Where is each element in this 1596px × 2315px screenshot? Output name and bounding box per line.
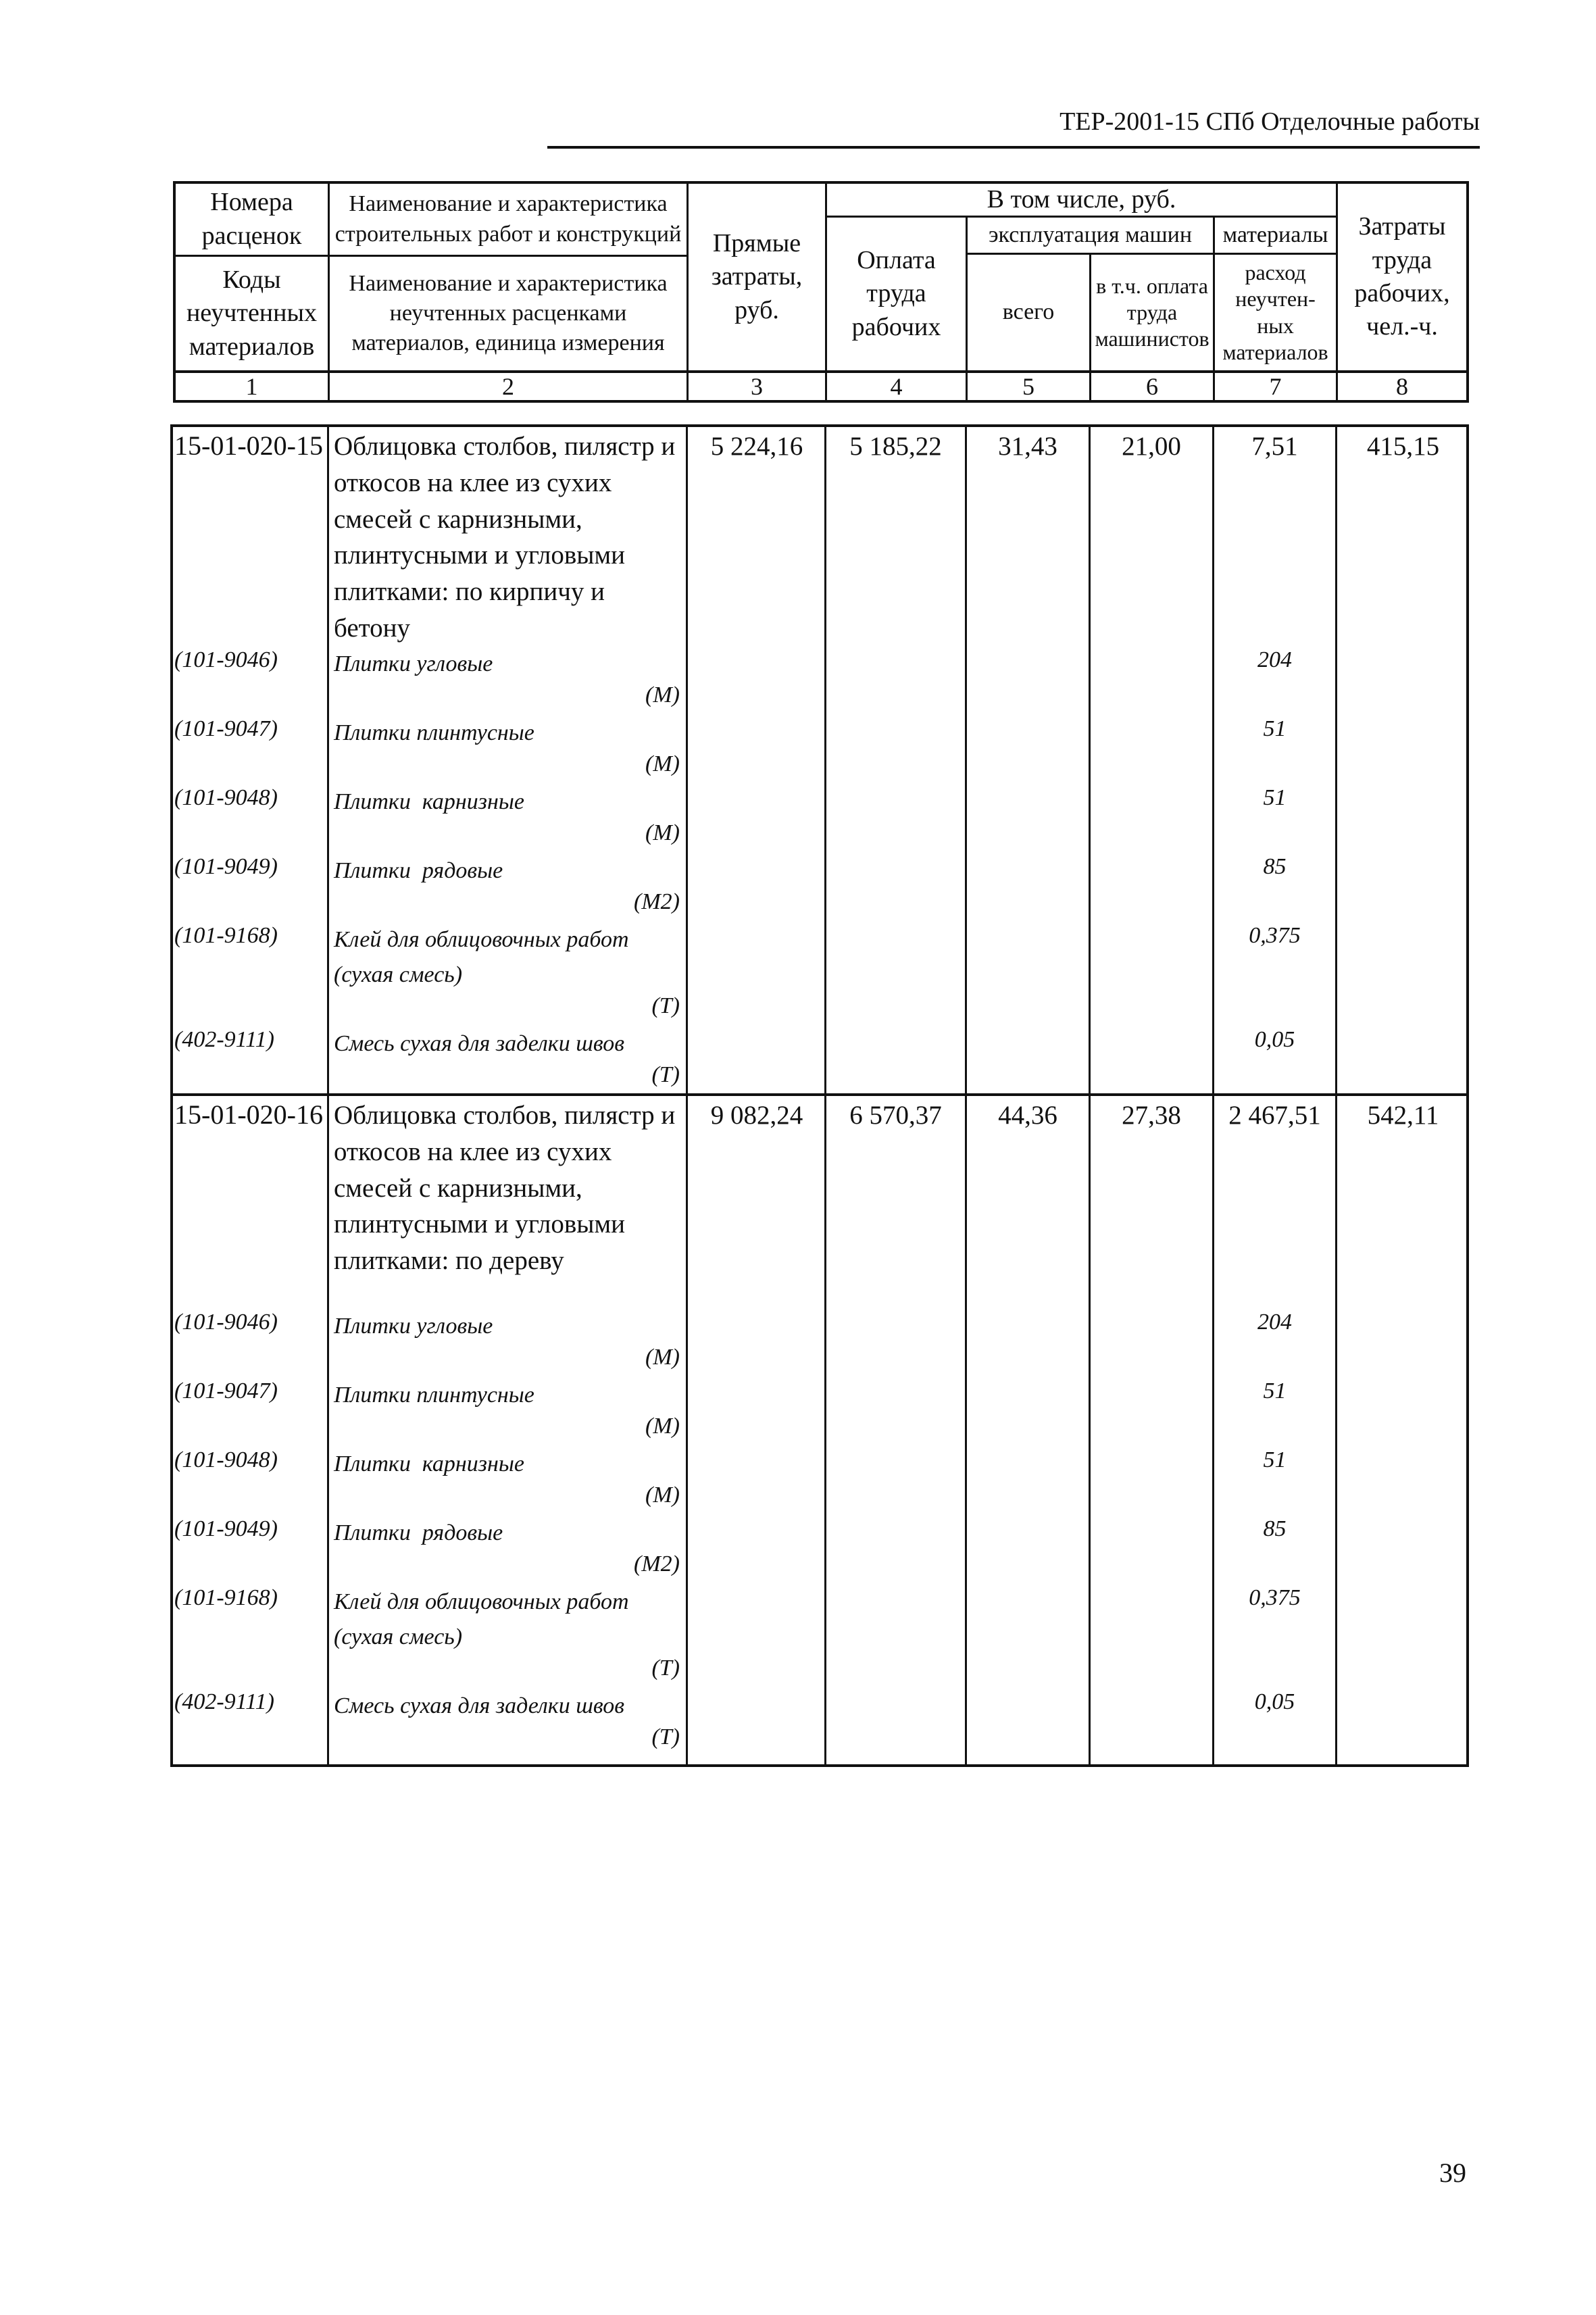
material-unit: (Т)	[651, 1656, 680, 1681]
table-body	[170, 424, 1469, 1767]
column-number-4: 4	[827, 373, 968, 400]
worker-pay: 5 185,22	[849, 432, 942, 461]
material-quantity: 0,375	[1249, 923, 1301, 948]
direct-costs: 5 224,16	[710, 432, 803, 461]
material-code: (101-9046)	[174, 1310, 278, 1335]
material-name-continued: (сухая смесь)	[334, 962, 463, 987]
header-worker-pay: Оплата труда рабочих	[827, 218, 968, 370]
material-quantity: 0,05	[1254, 1689, 1295, 1714]
material-quantity: 51	[1263, 785, 1287, 810]
material-name: Смесь сухая для заделки швов	[334, 1031, 624, 1056]
column-number-7: 7	[1215, 373, 1338, 400]
column-number-8: 8	[1396, 373, 1408, 400]
material-quantity: 204	[1257, 647, 1292, 672]
machinist-pay: 21,00	[1122, 432, 1181, 461]
material-name: Плитки плинтусные	[334, 720, 534, 745]
material-name: Клей для облицовочных работ	[334, 927, 629, 952]
material-quantity: 0,375	[1249, 1585, 1301, 1610]
column-number-3: 3	[689, 373, 827, 400]
material-quantity: 85	[1263, 854, 1287, 879]
materials-cost: 7,51	[1251, 432, 1298, 461]
header-labor-hours: Затраты труда рабочих, чел.-ч.	[1354, 212, 1450, 341]
materials-cost: 2 467,51	[1228, 1101, 1321, 1130]
material-quantity: 51	[1263, 716, 1287, 741]
column-number-6: 6	[1091, 373, 1215, 400]
running-head: ТЕР-2001-15 СПб Отделочные работы	[547, 107, 1480, 149]
table-header	[173, 181, 1469, 403]
material-unit: (М)	[645, 1414, 680, 1439]
worker-pay: 6 570,37	[849, 1101, 942, 1130]
material-quantity: 51	[1263, 1447, 1287, 1472]
material-quantity: 51	[1263, 1378, 1287, 1403]
header-group-title: В том числе, руб.	[827, 184, 1338, 218]
labor-hours: 415,15	[1366, 432, 1440, 461]
material-unit: (М)	[645, 751, 680, 776]
material-name: Клей для облицовочных работ	[334, 1589, 629, 1614]
material-name: Плитки карнизные	[334, 789, 525, 814]
material-quantity: 85	[1263, 1516, 1287, 1541]
direct-costs: 9 082,24	[710, 1101, 803, 1130]
material-code: (101-9049)	[174, 854, 278, 879]
rate-description: Облицовка столбов, пилястр и откосов на клее из сухих смесей с карнизными, плинтусными и угловыми плитками: по кирпичу и бетону	[334, 432, 676, 643]
header-rate-number: Номера расценок	[176, 184, 330, 257]
header-machinist-pay: в т.ч. оплата труда машинистов	[1091, 255, 1215, 370]
rate-code: 15-01-020-16	[174, 1099, 323, 1130]
material-code: (101-9047)	[174, 716, 278, 741]
rate-description: Облицовка столбов, пилястр и откосов на клее из сухих смесей с карнизными, плинтусными и угловыми плитками: по дереву	[334, 1101, 676, 1276]
material-unit: (Т)	[651, 993, 680, 1018]
material-code: (402-9111)	[174, 1689, 274, 1714]
header-work-description: Наименование и характеристика строительных работ и конструкций	[330, 184, 689, 257]
material-unit: (М2)	[634, 889, 680, 914]
material-unit: (М)	[645, 1483, 680, 1508]
material-unit: (Т)	[651, 1724, 680, 1749]
material-code: (101-9048)	[174, 785, 278, 810]
header-machine-operation: эксплуатация машин	[968, 218, 1215, 255]
material-quantity: 0,05	[1254, 1027, 1295, 1052]
material-unit: (М)	[645, 1345, 680, 1370]
header-direct-costs: Прямые затраты, руб.	[689, 184, 827, 370]
row-divider	[173, 1093, 1466, 1096]
material-code: (101-9168)	[174, 923, 278, 948]
material-unit: (М2)	[634, 1551, 680, 1576]
header-material-description: Наименование и характеристика неучтенных расценками материалов, единица измерения	[330, 257, 689, 370]
column-number-1: 1	[176, 373, 330, 400]
material-unit: (М)	[645, 682, 680, 707]
header-material-codes: Коды неучтенных материалов	[176, 257, 330, 370]
machinist-pay: 27,38	[1122, 1101, 1181, 1130]
material-code: (101-9046)	[174, 647, 278, 672]
material-name: Плитки рядовые	[334, 858, 503, 883]
header-machines-total: всего	[968, 255, 1091, 370]
machines-total: 31,43	[998, 432, 1057, 461]
column-number-5: 5	[968, 373, 1091, 400]
material-name: Плитки угловые	[334, 1314, 493, 1339]
header-material-consumption: расход неучтен-ных материалов	[1215, 255, 1338, 370]
page-number: 39	[1439, 2158, 1466, 2188]
material-name: Плитки рядовые	[334, 1520, 503, 1545]
material-code: (101-9049)	[174, 1516, 278, 1541]
material-unit: (М)	[645, 820, 680, 845]
material-name: Плитки плинтусные	[334, 1383, 534, 1408]
labor-hours: 542,11	[1367, 1101, 1439, 1130]
material-code: (101-9168)	[174, 1585, 278, 1610]
machines-total: 44,36	[998, 1101, 1057, 1130]
material-name: Плитки карнизные	[334, 1451, 525, 1476]
rate-code: 15-01-020-15	[174, 430, 323, 461]
material-name-continued: (сухая смесь)	[334, 1624, 463, 1649]
material-name: Плитки угловые	[334, 651, 493, 676]
material-code: (101-9048)	[174, 1447, 278, 1472]
material-code: (101-9047)	[174, 1378, 278, 1403]
header-materials: материалы	[1215, 218, 1338, 255]
material-code: (402-9111)	[174, 1027, 274, 1052]
material-unit: (Т)	[651, 1062, 680, 1087]
column-number-2: 2	[330, 373, 689, 400]
material-quantity: 204	[1257, 1310, 1292, 1335]
material-name: Смесь сухая для заделки швов	[334, 1693, 624, 1718]
